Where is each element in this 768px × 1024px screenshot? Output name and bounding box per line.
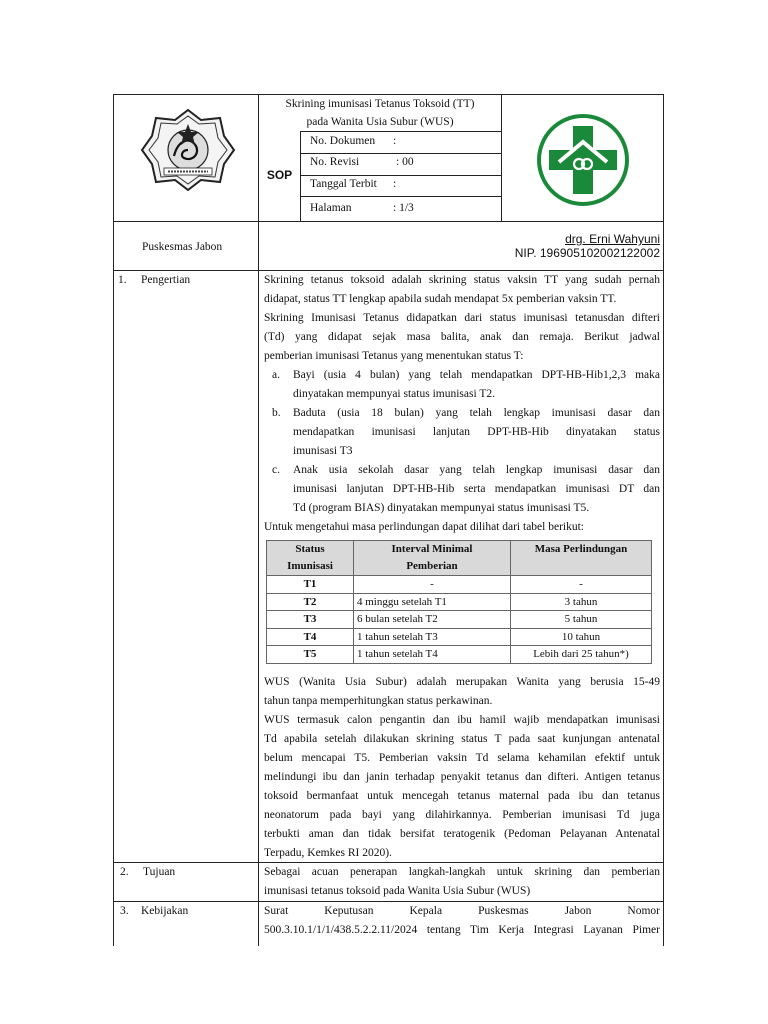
table-cell: 4 minggu setelah T1: [354, 593, 511, 611]
signer-name: drg. Erni Wahyuni: [565, 232, 660, 246]
paragraph-line: WUS (Wanita Usia Subur) adalah merupakan Wanita yang berusia 15-49: [264, 676, 660, 688]
list-item-line: dinyatakan mempunyai status imunisasi T2.: [293, 388, 495, 400]
paragraph-line: didapat, status TT lengkap apabila sudah mendapat 5x pemberian vaksin TT.: [264, 293, 617, 305]
paragraph-line: Skrining Imunisasi Tetanus didapatkan dari status imunisasi tetanusdan difteri: [264, 312, 660, 324]
section-title-kebijakan: Kebijakan: [141, 905, 189, 917]
table-header-masa: Masa Perlindungan: [511, 541, 652, 576]
paragraph-line: Surat Keputusan Kepala Puskesmas Jabon Nomor: [264, 905, 660, 917]
section-number-1: 1.: [118, 274, 127, 286]
table-row: [267, 611, 652, 629]
paragraph-line: WUS termasuk calon pengantin dan ibu hamil wajib mendapatkan imunisasi: [264, 714, 660, 726]
document-title-line2: pada Wanita Usia Subur (WUS): [306, 116, 454, 128]
kabupaten-seal-logo: [138, 106, 238, 192]
table-cell: T2: [267, 593, 354, 611]
list-item-line: Bayi (usia 4 bulan) yang telah mendapatkan DPT-HB-Hib1,2,3 maka: [293, 369, 660, 381]
paragraph-line: toksoid bermanfaat untuk mencegah tetanus maternal pada ibu dan tetanus: [264, 790, 660, 802]
table-cell: 1 tahun setelah T3: [354, 628, 511, 646]
meta-value-tanggal-terbit: :: [393, 178, 397, 190]
paragraph-line: Td apabila setelah dilakukan skrining status T pada saat kunjungan antenatal: [264, 733, 660, 745]
table-cell: T1: [267, 576, 354, 594]
paragraph-line: 500.3.10.1/1/1/438.5.2.2.11/2024 tentang Tim Kerja Integrasi Layanan Pimer: [264, 924, 660, 936]
meta-value-no-dokumen: :: [393, 135, 397, 147]
table-cell: T3: [267, 611, 354, 629]
list-item-line: imunisasi lanjutan DPT-HB-Hib serta mendapatkan imunisasi DT dan: [293, 483, 660, 495]
list-item-line: Anak usia sekolah dasar yang telah lengkap imunisasi dasar dan: [293, 464, 660, 476]
paragraph-line: imunisasi tetanus toksoid pada Wanita Usia Subur (WUS): [264, 885, 531, 897]
table-row: [267, 593, 652, 611]
table-row: [267, 646, 652, 664]
paragraph-line: Sebagai acuan penerapan langkah-langkah untuk skrining dan pemberian: [264, 866, 660, 878]
list-item-line: Baduta (usia 18 bulan) yang telah lengkap imunisasi dasar dan: [293, 407, 660, 419]
section-number-2: 2.: [120, 866, 129, 878]
document-title-line1: Skrining imunisasi Tetanus Toksoid (TT): [285, 98, 475, 110]
list-marker: c.: [272, 464, 280, 476]
table-row: [267, 628, 652, 646]
paragraph-line: belum mencapai T5. Pemberian vaksin Td selama kehamilan efektif untuk: [264, 752, 660, 764]
table-cell: -: [511, 576, 652, 594]
table-cell: 1 tahun setelah T4: [354, 646, 511, 664]
meta-label-halaman: Halaman: [310, 202, 352, 214]
puskesmas-green-cross-logo: [535, 112, 631, 208]
table-cell: 10 tahun: [511, 628, 652, 646]
table-cell: T5: [267, 646, 354, 664]
table-row: [267, 576, 652, 594]
table-header-row: [267, 541, 652, 576]
tt-protection-table: [266, 540, 652, 664]
table-cell: Lebih dari 25 tahun*): [511, 646, 652, 664]
paragraph-line: terbukti aman dan tidak bersifat teratogenik (Pedoman Pelayanan Antenatal: [264, 828, 660, 840]
table-cell: 3 tahun: [511, 593, 652, 611]
list-marker: b.: [272, 407, 281, 419]
list-item-line: imunisasi T3: [293, 445, 353, 457]
section-title-tujuan: Tujuan: [143, 866, 176, 878]
table-cell: -: [354, 576, 511, 594]
section-number-3: 3.: [120, 905, 129, 917]
table-cell: 6 bulan setelah T2: [354, 611, 511, 629]
meta-label-no-dokumen: No. Dokumen: [310, 135, 376, 147]
paragraph-line: Skrining tetanus toksoid adalah skrining status vaksin TT yang sudah pernah: [264, 274, 660, 286]
list-item-line: mendapatkan imunisasi lanjutan DPT-HB-Hib dinyatakan status: [293, 426, 660, 438]
section-title-pengertian: Pengertian: [141, 274, 191, 286]
list-item-line: Td (program BIAS) dinyatakan mempunyai status imunisasi T5.: [293, 502, 590, 514]
list-marker: a.: [272, 369, 280, 381]
table-cell: 5 tahun: [511, 611, 652, 629]
table-header-interval: Interval Minimal Pemberian: [354, 541, 511, 576]
paragraph-line: Terpadu, Kemkes RI 2020).: [264, 847, 392, 859]
meta-label-tanggal-terbit: Tanggal Terbit: [310, 178, 377, 190]
paragraph-line: neonatorum pada bayi yang dilahirkannya. Pemberian imunisasi Td juga: [264, 809, 660, 821]
meta-value-halaman: : 1/3: [393, 202, 414, 214]
org-unit-name: Puskesmas Jabon: [142, 241, 223, 253]
signer-nip: NIP. 196905102002122002: [514, 246, 660, 260]
table-intro: Untuk mengetahui masa perlindungan dapat dilihat dari tabel berikut:: [264, 521, 584, 533]
paragraph-line: pemberian imunisasi Tetanus yang menentukan status T:: [264, 350, 524, 362]
meta-label-no-revisi: No. Revisi: [310, 156, 360, 168]
table-header-status: Status Imunisasi: [267, 541, 354, 576]
table-cell: T4: [267, 628, 354, 646]
meta-value-no-revisi: : 00: [396, 156, 414, 168]
paragraph-line: (Td) yang didapat sejak masa balita, anak dan remaja. Berikut jadwal: [264, 331, 660, 343]
sop-label: SOP: [266, 168, 293, 182]
paragraph-line: melindungi ibu dan janin terhadap penyakit tetanus dan difteri. Antigen tetanus: [264, 771, 660, 783]
paragraph-line: tahun tanpa memperhitungkan status perkawinan.: [264, 695, 493, 707]
